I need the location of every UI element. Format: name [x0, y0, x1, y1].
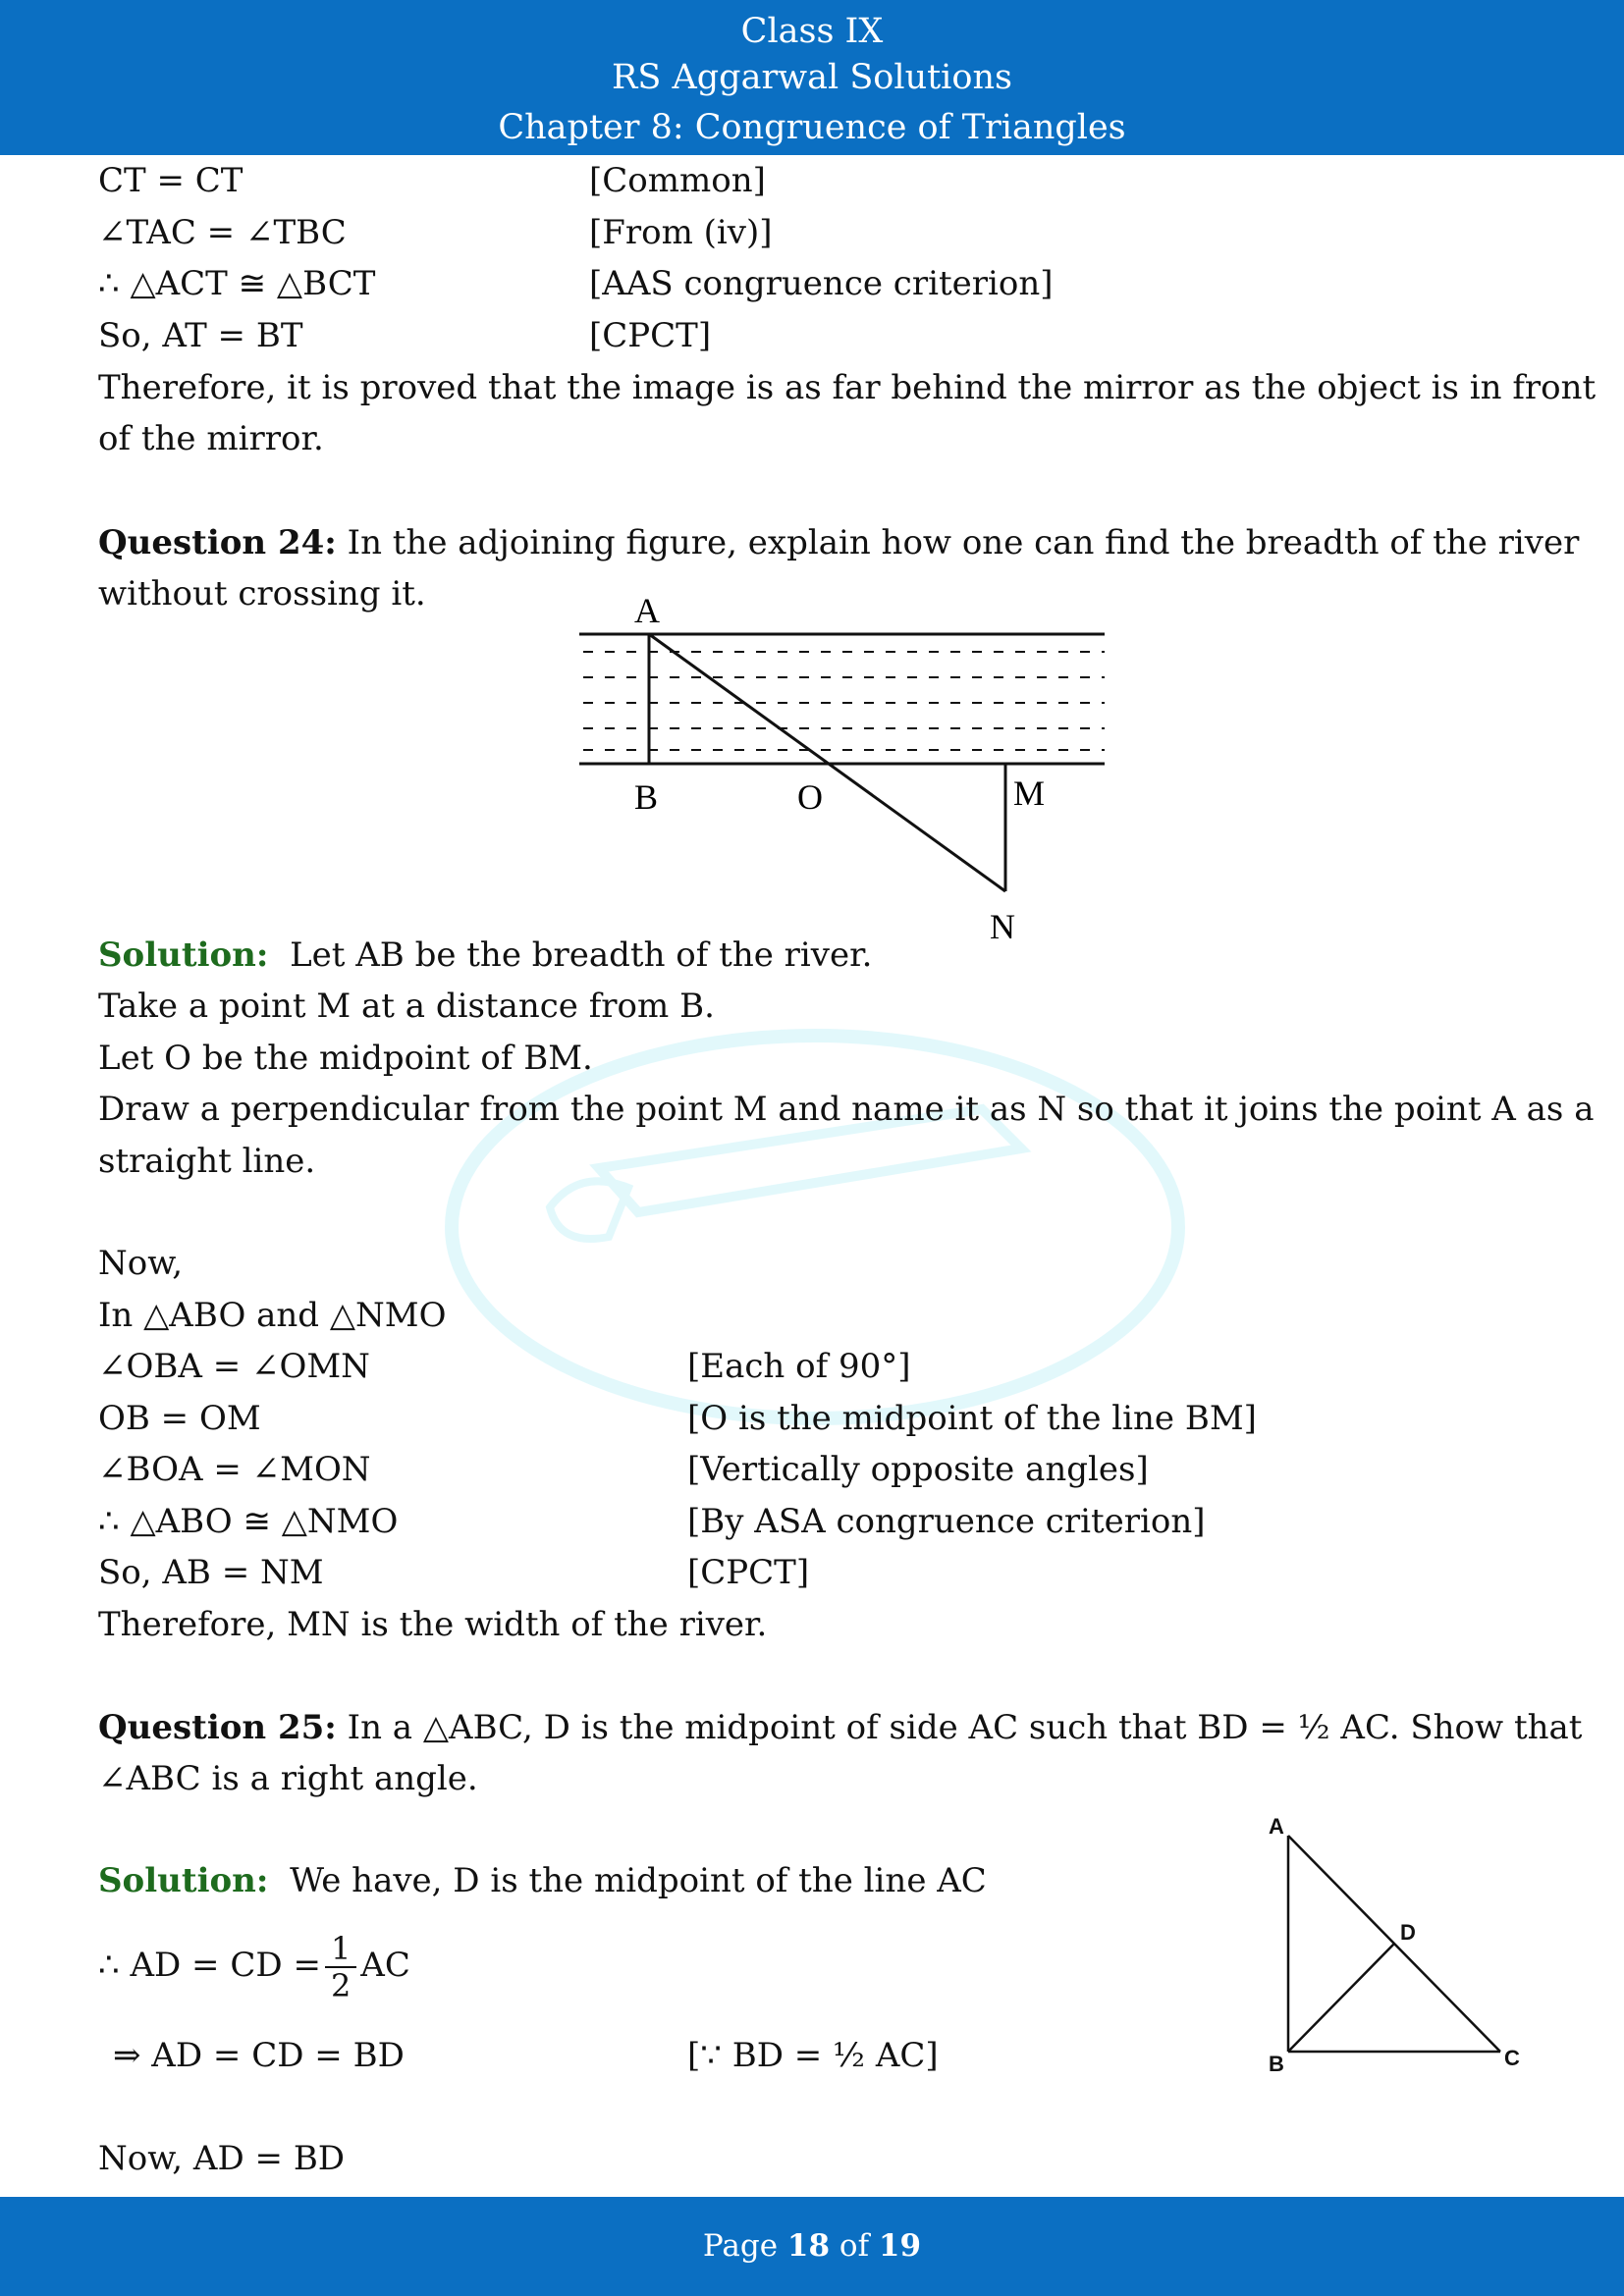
solution-25-label: Solution:	[98, 1861, 269, 1900]
solution-24-step: Take a point M at a distance from B.	[98, 987, 715, 1026]
equation-left: ∴ AD = CD =	[98, 1946, 321, 1985]
proof-24-stmt: ∴ △ABO ≅ △NMO	[98, 1502, 399, 1541]
solution-24-step: Draw a perpendicular from the point M and name it as N so that it joins the point A as a	[98, 1090, 1595, 1129]
header-class: Class IX	[740, 12, 884, 51]
proof-top-stmt: ∠TAC = ∠TBC	[98, 213, 347, 252]
proof-24-stmt: So, AB = NM	[98, 1553, 324, 1592]
proof-24-reason: [Each of 90°]	[687, 1347, 911, 1386]
page-total: 19	[878, 2228, 922, 2264]
question-25-text-cont: ∠ABC is a right angle.	[98, 1759, 478, 1798]
label-n: N	[990, 907, 1015, 946]
solution-24-first: Let AB be the breadth of the river.	[290, 935, 873, 975]
solution-24-line	[98, 934, 872, 976]
solution-24-label: Solution:	[98, 935, 269, 975]
solution-24-conclusion: Therefore, MN is the width of the river.	[98, 1605, 768, 1644]
proof-24-reason: [By ASA congruence criterion]	[687, 1502, 1206, 1541]
page-footer	[0, 2197, 1624, 2296]
solution-24-now: Now,	[98, 1244, 184, 1283]
solution-25-first: We have, D is the midpoint of the line AC	[290, 1861, 987, 1900]
label-m: M	[1013, 774, 1046, 813]
fraction-half	[325, 1931, 356, 2003]
proof-top-reason: [CPCT]	[589, 316, 712, 355]
page-header	[0, 0, 1624, 155]
question-25-text: In a △ABC, D is the midpoint of side AC such that BD = ½ AC. Show that	[336, 1708, 1583, 1747]
proof-24-reason: [CPCT]	[687, 1553, 810, 1592]
question-24-text: In the adjoining figure, explain how one can find the breadth of the river	[336, 523, 1580, 562]
question-25-label: Question 25:	[98, 1708, 337, 1747]
page-of: of	[830, 2228, 879, 2264]
proof-24-reason: [Vertically opposite angles]	[687, 1450, 1149, 1489]
proof-top-reason: [From (iv)]	[589, 213, 773, 252]
fraction-numerator: 1	[325, 1931, 356, 1968]
page-prefix: Page	[702, 2228, 787, 2264]
proof-top-conclusion: Therefore, it is proved that the image is as far behind the mirror as the object is in front	[98, 368, 1597, 407]
question-24-label: Question 24:	[98, 523, 337, 562]
solution-25-now: Now, AD = BD	[98, 2139, 346, 2178]
question-24-text-cont: without crossing it.	[98, 574, 426, 614]
solution-24-step: straight line.	[98, 1142, 316, 1181]
label-d: D	[1400, 1920, 1416, 1945]
question-24-line	[98, 522, 1579, 563]
label-o: O	[797, 777, 823, 817]
solution-24-in: In △ABO and △NMO	[98, 1296, 447, 1335]
proof-top-reason: [Common]	[589, 161, 766, 200]
equation-ad-bd: ⇒ AD = CD = BD	[113, 2036, 405, 2075]
solution-25-line	[98, 1860, 987, 1901]
proof-top-reason: [AAS congruence criterion]	[589, 264, 1054, 303]
proof-24-stmt: OB = OM	[98, 1399, 261, 1438]
header-chapter: Chapter 8: Congruence of Triangles	[498, 108, 1126, 147]
page-current: 18	[786, 2228, 831, 2264]
proof-24-reason: [O is the midpoint of the line BM]	[687, 1399, 1257, 1438]
proof-top-stmt: So, AT = BT	[98, 316, 303, 355]
label-a: A	[1269, 1814, 1284, 1839]
label-c: C	[1504, 2046, 1520, 2070]
proof-top-stmt: ∴ △ACT ≅ △BCT	[98, 264, 376, 303]
proof-24-stmt: ∠OBA = ∠OMN	[98, 1347, 370, 1386]
equation-ad-cd	[98, 1926, 410, 2004]
proof-24-stmt: ∠BOA = ∠MON	[98, 1450, 371, 1489]
solution-24-step: Let O be the midpoint of BM.	[98, 1039, 593, 1078]
triangle-abc-diagram	[1257, 1808, 1532, 2083]
label-b: B	[1269, 2052, 1284, 2076]
proof-top-stmt: CT = CT	[98, 161, 244, 200]
proof-top-conclusion: of the mirror.	[98, 419, 324, 458]
equation-right: AC	[360, 1946, 410, 1985]
question-25-line	[98, 1707, 1582, 1748]
equation-reason: [∵ BD = ½ AC]	[687, 2036, 939, 2075]
fraction-denominator: 2	[330, 1967, 352, 2004]
river-diagram	[569, 587, 1119, 960]
label-b: B	[634, 777, 659, 817]
label-a: A	[634, 591, 660, 630]
header-book: RS Aggarwal Solutions	[612, 58, 1012, 97]
